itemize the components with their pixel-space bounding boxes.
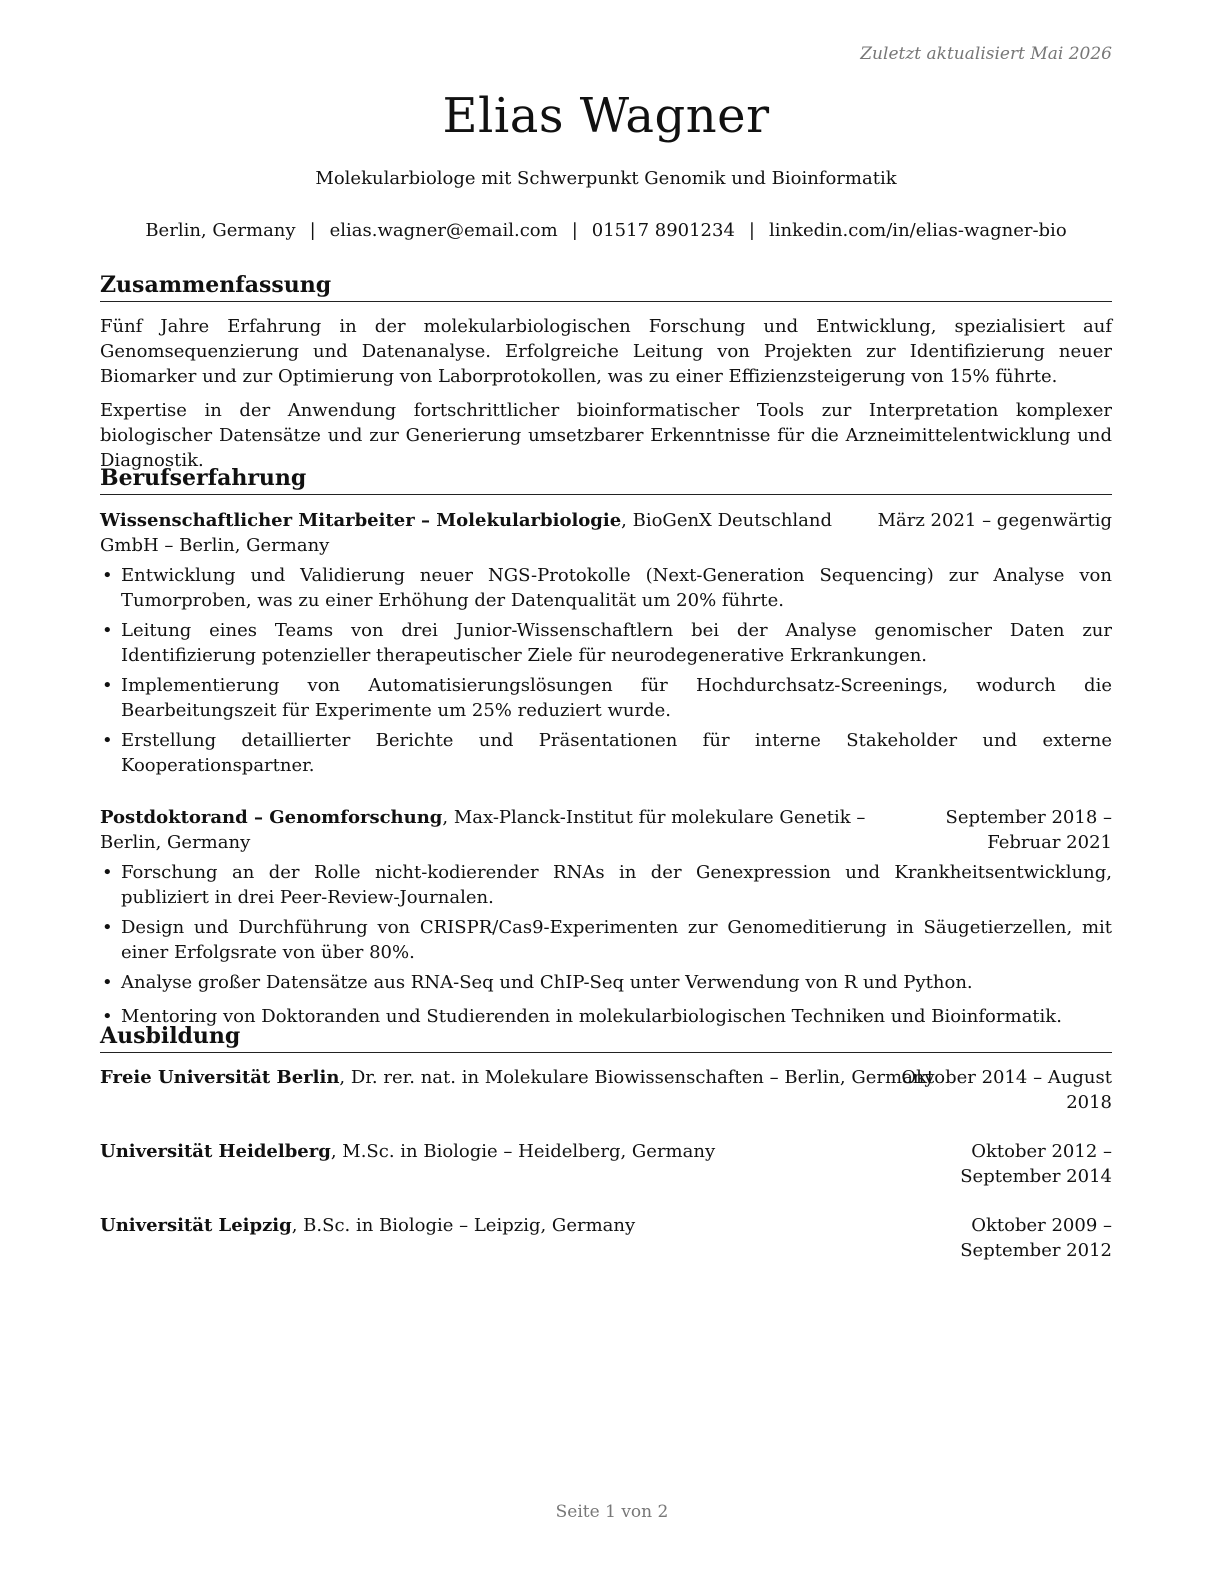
job-bullet: • Mentoring von Doktoranden und Studierenden in molekularbiologischen Techniken und Bioinformatik. <box>100 1004 1112 1029</box>
job-bullet: • Entwicklung und Validierung neuer NGS-Protokolle (Next-Generation Sequencing) zur Analyse von Tumorproben, was zu einer Erhöhung der Datenqualität um 20% führte. <box>100 563 1112 613</box>
contact-email[interactable]: elias.wagner@email.com <box>329 220 558 241</box>
job-bullet: • Implementierung von Automatisierungslösungen für Hochdurchsatz-Screenings, wodurch die Bearbeitungszeit für Experimente um 25% reduziert wurde. <box>100 673 1112 723</box>
education-dates: Oktober 2009 – September 2012 <box>960 1215 1112 1261</box>
job-role: Wissenschaftlicher Mitarbeiter – Molekularbiologie <box>100 510 622 531</box>
contact-separator: | <box>571 220 578 241</box>
last-updated: Zuletzt aktualisiert Mai 2026 <box>860 44 1112 64</box>
education-detail: , B.Sc. in Biologie – Leipzig, Germany <box>291 1215 636 1236</box>
job-bullets <box>100 860 1112 1029</box>
job-bullet: • Analyse großer Datensätze aus RNA-Seq und ChIP-Seq unter Verwendung von R und Python. <box>100 970 1112 995</box>
job-header <box>100 805 1112 855</box>
education-dates: Oktober 2014 – August 2018 <box>901 1067 1112 1113</box>
job-bullet: • Design und Durchführung von CRISPR/Cas9-Experimenten zur Genomeditierung in Säugetierzellen, mit einer Erfolgsrate von über 80%. <box>100 915 1112 965</box>
contact-separator: | <box>748 220 755 241</box>
job-bullets <box>100 563 1112 778</box>
contact-location: Berlin, Germany <box>145 220 296 241</box>
education-dates: Oktober 2012 – September 2014 <box>960 1141 1112 1187</box>
job-bullet: • Forschung an der Rolle nicht-kodierender RNAs in der Genexpression und Krankheitsentwicklung, publiziert in drei Peer-Review-Journalen. <box>100 860 1112 910</box>
experience-section <box>100 463 1112 1029</box>
education-detail: , M.Sc. in Biologie – Heidelberg, Germany <box>330 1141 716 1162</box>
job-dates: März 2021 – gegenwärtig <box>877 510 1112 531</box>
section-title-summary: Zusammenfassung <box>100 270 1112 302</box>
tagline: Molekularbiologe mit Schwerpunkt Genomik und Bioinformatik <box>315 168 897 189</box>
job-role: Postdoktorand – Genomforschung <box>100 807 443 828</box>
education-school: Universität Leipzig <box>100 1215 292 1236</box>
contact-linkedin[interactable]: linkedin.com/in/elias-wagner-bio <box>769 220 1067 241</box>
job-bullet: • Leitung eines Teams von drei Junior-Wissenschaftlern bei der Analyse genomischer Daten zur Identifizierung potenzieller therapeutischer Ziele für neurodegenerative Erkrankungen. <box>100 618 1112 668</box>
job-entry <box>100 508 1112 778</box>
section-title-education: Ausbildung <box>100 1021 1112 1053</box>
education-school: Universität Heidelberg <box>100 1141 331 1162</box>
education-section <box>100 1021 1112 1053</box>
summary-paragraph: Expertise in der Anwendung fortschrittlicher bioinformatischer Tools zur Interpretation komplexer biologischer Datensätze und zur Generierung umsetzbarer Erkenntnisse für die Arzneimittelentwicklung und Diagnostik. <box>100 400 1112 471</box>
section-title-experience: Berufserfahrung <box>100 463 1112 495</box>
contact-phone[interactable]: 01517 8901234 <box>591 220 735 241</box>
summary-paragraph: Fünf Jahre Erfahrung in der molekularbiologischen Forschung und Entwicklung, spezialisiert auf Genomsequenzierung und Datenanalyse. Erfolgreiche Leitung von Projekten zur Identifizierung neuer Biomarker und zur Optimierung von Laborprotokollen, was zu einer Effizienzsteigerung von 15% führte. <box>100 316 1112 387</box>
job-bullet: • Erstellung detaillierter Berichte und Präsentationen für interne Stakeholder und externe Kooperationspartner. <box>100 728 1112 778</box>
job-dates: September 2018 – Februar 2021 <box>945 807 1112 853</box>
contact-line <box>100 220 1112 241</box>
job-company: , BioGenX Deutschland GmbH – Berlin, Germany <box>100 510 833 556</box>
page-number: Seite 1 von 2 <box>555 1502 669 1522</box>
job-entry <box>100 805 1112 1029</box>
education-detail: , Dr. rer. nat. in Molekulare Biowissenschaften – Berlin, Germany <box>339 1067 935 1088</box>
candidate-name: Elias Wagner <box>442 88 770 144</box>
education-school: Freie Universität Berlin <box>100 1067 340 1088</box>
summary-section <box>100 270 1112 473</box>
job-company: , Max-Planck-Institut für molekulare Genetik – Berlin, Germany <box>100 807 866 853</box>
job-header <box>100 508 1112 558</box>
contact-separator: | <box>309 220 316 241</box>
